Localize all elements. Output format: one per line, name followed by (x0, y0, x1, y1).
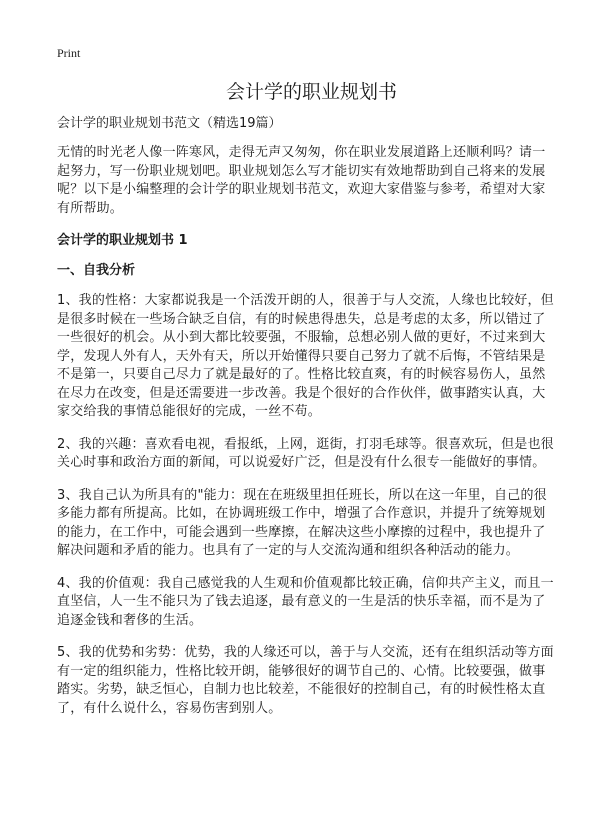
article-heading: 会计学的职业规划书 1 (57, 233, 188, 248)
paragraph-values: 4、我的价值观：我自己感觉我的人生观和价值观都比较正确，信仰共产主义，而且一直坚信，人一生不能只为了钱去追逐，最有意义的一生是活的快乐幸福，而不是为了追逐金钱和奢侈的生活。 (57, 575, 554, 628)
paragraph-personality: 1、我的性格：大家都说我是一个活泼开朗的人，很善于与人交流，人缘也比较好，但是很多时候在一些场合缺乏自信，有的时候患得患失，总是考虑的太多，所以错过了一些很好的机会。从小到大都比较要强，不服输，总想必别人做的更好，不过来到大学，发现人外有人，天外有天，所以开始懂得只要自己努力了就不后悔，不管结果是不是第一，只要自己尽力了就是最好的了。性格比较直爽，有的时候容易伤人，虽然在尽力在改变，但是还需要进一步改善。我是个很好的合作伙伴，做事踏实认真，大家交给我的事情总能很好的完成，一丝不苟。 (57, 293, 554, 419)
intro-paragraph: 无情的时光老人像一阵寒风，走得无声又匆匆，你在职业发展道路上还顺利吗？请一起努力，写一份职业规划吧。职业规划怎么写才能切实有效地帮助到自己将来的发展呢？以下是小编整理的会计学的职业规划书范文，欢迎大家借鉴与参考，希望对大家有所帮助。 (57, 145, 546, 216)
document-subtitle: 会计学的职业规划书范文（精选19篇） (57, 116, 282, 131)
page-title: 会计学的职业规划书 (225, 81, 397, 103)
paragraph-abilities: 3、我自己认为所具有的"能力：现在在班级里担任班长，所以在这一年里，自己的很多能力都有所提高。比如，在协调班级工作中，增强了合作意识，并提升了统筹规划的能力，在工作中，可能会遇到一些摩擦，在解决这些小摩擦的过程中，我也提升了解决问题和矛盾的能力。也具有了一定的与人交流沟通和组织各种活动的能力。 (57, 487, 547, 558)
print-label: Print (57, 46, 81, 60)
section-heading-self-analysis: 一、自我分析 (57, 263, 136, 278)
paragraph-strengths-weaknesses: 5、我的优势和劣势：优势，我的人缘还可以，善于与人交流，还有在组织活动等方面有一定的组织能力，性格比较开朗，能够很好的调节自己的、心情。比较要强，做事踏实。劣势，缺乏恒心，自制力也比较差，不能很好的控制自己，有的时候性格太直了，有什么说什么，容易伤害到别人。 (57, 645, 554, 716)
paragraph-interests: 2、我的兴趣：喜欢看电视，看报纸，上网，逛街，打羽毛球等。很喜欢玩，但是也很关心时事和政治方面的新闻，可以说爱好广泛，但是没有什么很专一能做好的事情。 (57, 436, 554, 470)
